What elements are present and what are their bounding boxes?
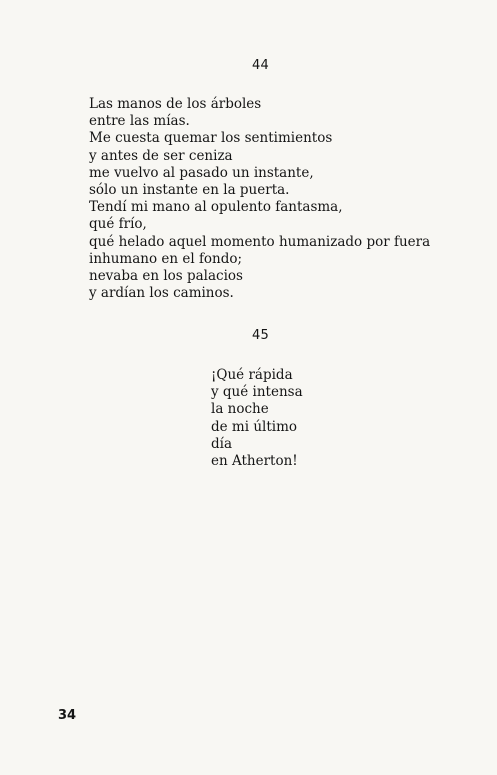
poem-line: inhumano en el fondo; [89,250,243,267]
poem-line: la noche [211,401,269,418]
poem-line: Me cuesta quemar los sentimientos [89,130,333,147]
poem-line: y ardían los caminos. [89,285,234,302]
poem-line: nevaba en los palacios [89,267,243,284]
poem-line: ¡Qué rápida [211,367,293,383]
poem-44-text [89,96,430,302]
poem-line: y antes de ser ceniza [89,147,233,164]
poem-line: y qué intensa [211,384,303,401]
poem-line: Tendí mi mano al opulento fantasma, [89,199,343,216]
poem-45-text [211,367,303,470]
poem-line: qué helado aquel momento humanizado por fuera [89,233,431,250]
poem-number-45: 45 [252,328,269,343]
poem-line: qué frío, [89,216,147,233]
poem-line: Las manos de los árboles [89,96,262,112]
poem-line: día [211,435,233,452]
poem-line: sólo un instante en la puerta. [89,181,290,198]
poem-line: me vuelvo al pasado un instante, [89,164,314,181]
poem-line: en Atherton! [211,452,298,469]
poem-number-44: 44 [252,58,269,73]
poem-line: de mi último [211,418,298,435]
poem-line: entre las mías. [89,113,190,130]
page-number: 34 [58,708,77,723]
